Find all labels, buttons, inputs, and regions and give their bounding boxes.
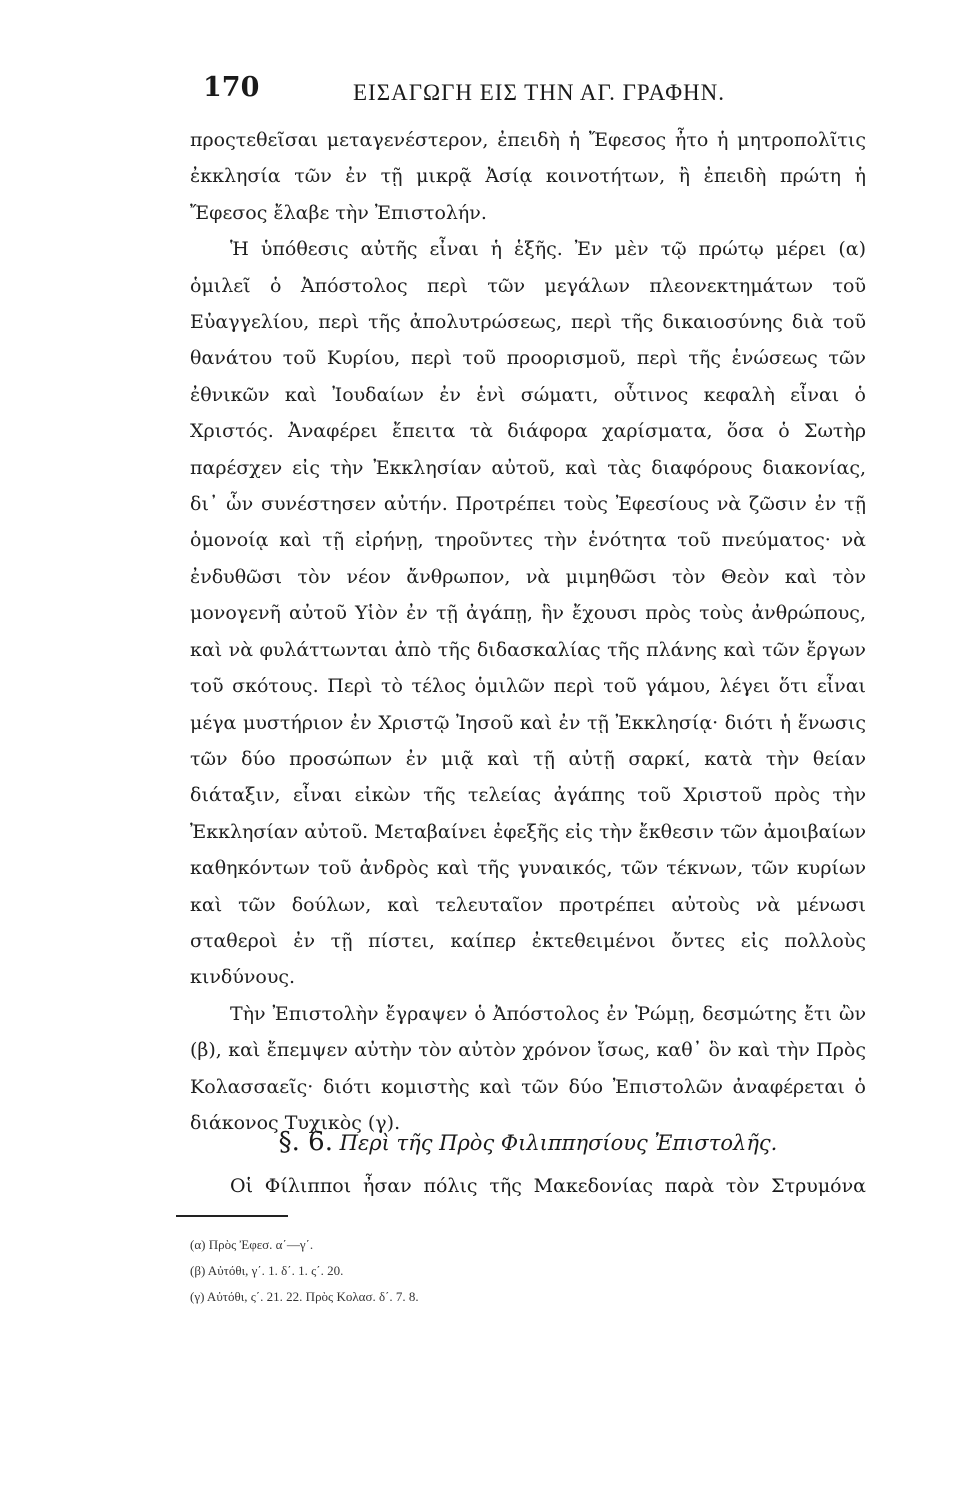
- footnote-rule: [176, 1215, 288, 1217]
- page-header: [203, 72, 883, 122]
- footnotes: [190, 1232, 690, 1310]
- body-text: [190, 122, 866, 1141]
- section-first-line: Οἱ Φίλιπποι ἦσαν πόλις τῆς Μακεδονίας παρὰ τὸν Στρυμόνα: [230, 1175, 866, 1197]
- footnote-a: (α) Πρὸς Ἐφεσ. α΄—γ΄.: [190, 1237, 314, 1252]
- footnote-c: (γ) Αὐτόθι, ς΄. 21. 22. Πρὸς Κολασ. δ΄. 7. 8.: [190, 1289, 419, 1304]
- paragraph-authorship: Τὴν Ἐπιστολὴν ἔγραψεν ὁ Ἀπόστολος ἐν Ῥώμῃ, δεσμώτης ἔτι ὢν (β), καὶ ἔπεμψεν αὐτὴν τὸν αὐτὸν χρόνον ἴσως, καθ᾿ ὃν καὶ τὴν Πρὸς Κολασσαεῖς· διότι κομιστὴς καὶ τῶν δύο Ἐπιστολῶν ἀναφέρεται ὁ διάκονος Τυχικὸς (γ).: [190, 1002, 866, 1134]
- footnote-b: (β) Αὐτόθι, γ΄. 1. δ΄. 1. ς΄. 20.: [190, 1263, 344, 1278]
- section-number: §. 6.: [278, 1127, 333, 1157]
- running-head: ΕΙΣΑΓΩΓΗ ΕΙΣ ΤΗΝ ΑΓ. ΓΡΑΦΗΝ.: [353, 80, 726, 105]
- page-number: 170: [203, 72, 260, 103]
- section-title: Περὶ τῆς Πρὸς Φιλιππησίους Ἐπιστολῆς.: [339, 1131, 778, 1155]
- paragraph-continuation: προςτεθεῖσαι μεταγενέστερον, ἐπειδὴ ἡ Ἔφεσος ἦτο ἡ μητροπολῖτις ἐκκλησία τῶν ἐν τῇ μικρᾷ Ἀσίᾳ κοινοτήτων, ἢ ἐπειδὴ πρώτη ἡ Ἔφεσος ἔλαβε τὴν Ἐπιστολήν.: [190, 129, 866, 224]
- section-heading: [190, 1127, 866, 1157]
- paragraph-subject: Ἡ ὑπόθεσις αὐτῆς εἶναι ἡ ἑξῆς. Ἐν μὲν τῷ πρώτῳ μέρει (α) ὁμιλεῖ ὁ Ἀπόστολος περὶ τῶν μεγάλων πλεονεκτημάτων τοῦ Εὐαγγελίου, περὶ τῆς ἀπολυτρώσεως, περὶ τῆς δικαιοσύνης διὰ τοῦ θανάτου τοῦ Κυρίου, περὶ τοῦ προορισμοῦ, περὶ τῆς ἑνώσεως τῶν ἐθνικῶν καὶ Ἰουδαίων ἐν ἑνὶ σώματι, οὗτινος κεφαλὴ εἶναι ὁ Χριστός. Ἀναφέρει ἔπειτα τὰ διάφορα χαρίσματα, ὅσα ὁ Σωτὴρ παρέσχεν εἰς τὴν Ἐκκλησίαν αὐτοῦ, καὶ τὰς διαφόρους διακονίας, δι᾿ ὧν συνέστησεν αὐτήν. Προτρέπει τοὺς Ἐφεσίους νὰ ζῶσιν ἐν τῇ ὁμονοίᾳ καὶ τῇ εἰρήνῃ, τηροῦντες τὴν ἑνότητα τοῦ πνεύματος· νὰ ἐνδυθῶσι τὸν νέον ἄνθρωπον, νὰ μιμηθῶσι τὸν Θεὸν καὶ τὸν μονογενῆ αὐτοῦ Υἱὸν ἐν τῇ ἀγάπῃ, ἣν ἔχουσι πρὸς τοὺς ἀνθρώπους, καὶ νὰ φυλάττωνται ἀπὸ τῆς διδασκαλίας τῆς πλάνης καὶ τῶν ἔργων τοῦ σκότους. Περὶ τὸ τέλος ὁμιλῶν περὶ τοῦ γάμου, λέγει ὅτι εἶναι μέγα μυστήριον ἐν Χριστῷ Ἰησοῦ καὶ ἐν τῇ Ἐκκλησίᾳ· διότι ἡ ἕνωσις τῶν δύο προσώπων ἐν μιᾷ καὶ τῇ αὐτῇ σαρκί, κατὰ τὴν θείαν διάταξιν, εἶναι εἰκὼν τῆς τελείας ἀγάπης τοῦ Χριστοῦ πρὸς τὴν Ἐκκλησίαν αὐτοῦ. Μεταβαίνει ἐφεξῆς εἰς τὴν ἔκθεσιν τῶν ἀμοιβαίων καθηκόντων τοῦ ἀνδρὸς καὶ τῆς γυναικός, τῶν τέκνων, τῶν κυρίων καὶ τῶν δούλων, καὶ τελευταῖον προτρέπει αὐτοὺς νὰ μένωσι σταθεροὶ ἐν τῇ πίστει, καίπερ ἐκτεθειμένοι ὄντες εἰς πολλοὺς κινδύνους.: [190, 238, 866, 989]
